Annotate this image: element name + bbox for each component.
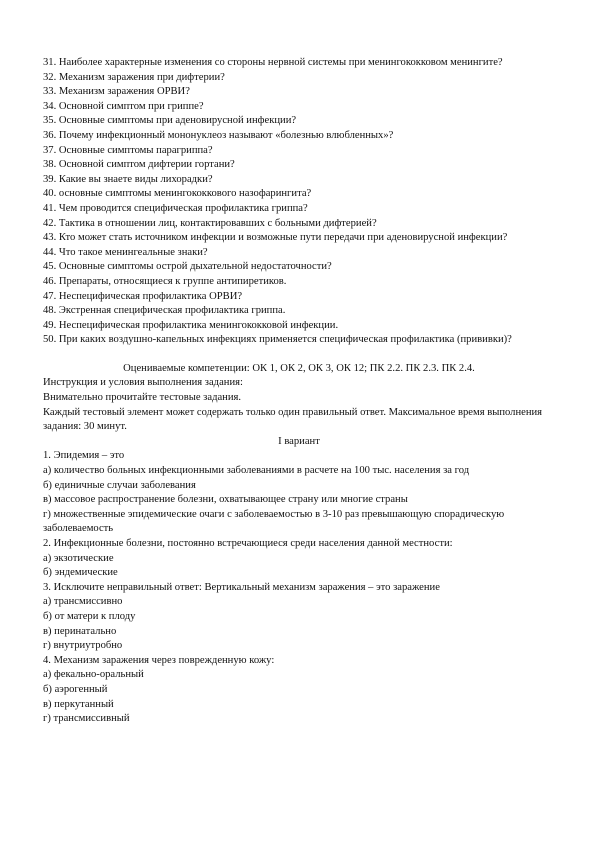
answer-option: г) трансмиссивный [43, 713, 130, 725]
answer-option: в) перкутанный [43, 698, 114, 710]
question-item: 37. Основные симптомы парагриппа? [43, 144, 213, 156]
question-item: 41. Чем проводится специфическая профилактика гриппа? [43, 202, 308, 214]
instructions-line: Каждый тестовый элемент может содержать только один правильный ответ. Максимальное время выполнения задания: 30 минут. [43, 406, 543, 433]
question-item: 38. Основной симптом дифтерии гортани? [43, 159, 235, 171]
question-item: 49. Неспецифическая профилактика менингококковой инфекции. [43, 319, 339, 331]
answer-option: а) трансмиссивно [43, 596, 123, 608]
answer-option: а) экзотические [43, 552, 114, 564]
question-item: 31. Наиболее характерные изменения со стороны нервной системы при менингококковом менингите? [43, 57, 503, 68]
test-item [43, 449, 555, 537]
instructions-line: Внимательно прочитайте тестовые задания. [43, 392, 242, 404]
question-item: 50. При каких воздушно-капельных инфекциях применяется специфическая профилактика (прививки)? [43, 334, 512, 346]
question-item: 33. Механизм заражения ОРВИ? [43, 86, 190, 98]
answer-option: а) фекально-оральный [43, 669, 144, 681]
test-question: 3. Исключите неправильный ответ: Вертикальный механизм заражения – это заражение [43, 581, 440, 593]
question-item: 44. Что такое менингеальные знаки? [43, 246, 208, 258]
instructions-heading: Инструкция и условия выполнения задания: [43, 377, 243, 389]
variant-heading: I вариант [278, 435, 320, 447]
answer-option: б) аэрогенный [43, 683, 108, 695]
question-item: 43. Кто может стать источником инфекции и возможные пути передачи при аденовирусной инфекции? [43, 232, 508, 244]
answer-option: б) эндемические [43, 567, 118, 579]
question-item: 47. Неспецифическая профилактика ОРВИ? [43, 290, 243, 302]
test-item [43, 537, 555, 581]
answer-option: г) внутриутробно [43, 640, 123, 652]
question-item: 34. Основной симптом при гриппе? [43, 100, 204, 112]
test-question: 1. Эпидемия – это [43, 450, 125, 462]
answer-option: в) перинатально [43, 625, 117, 637]
answer-option: б) от матери к плоду [43, 610, 136, 622]
answer-option: б) единичные случаи заболевания [43, 479, 196, 491]
question-item: 48. Экстренная специфическая профилактика гриппа. [43, 305, 286, 317]
answer-option: г) множественные эпидемические очаги с заболеваемостью в 3-10 раз превышающую спорадическую заболеваемость [43, 508, 505, 535]
question-item: 40. основные симптомы менингококкового назофарингита? [43, 188, 312, 200]
competencies-line: Оцениваемые компетенции: ОК 1, ОК 2, ОК 3, ОК 12; ПК 2.2. ПК 2.3. ПК 2.4. [123, 362, 475, 374]
question-item: 46. Препараты, относящиеся к группе антипиретиков. [43, 275, 287, 287]
answer-option: а) количество больных инфекционными заболеваниями в расчете на 100 тыс. населения за год [43, 465, 470, 477]
question-item: 45. Основные симптомы острой дыхательной недостаточности? [43, 261, 332, 273]
test-question: 2. Инфекционные болезни, постоянно встречающиеся среди населения данной местности: [43, 538, 453, 549]
question-list [43, 56, 555, 348]
test-item [43, 654, 555, 727]
question-item: 39. Какие вы знаете виды лихорадки? [43, 173, 213, 185]
question-item: 32. Механизм заражения при дифтерии? [43, 71, 225, 83]
test-item [43, 581, 555, 654]
question-item: 36. Почему инфекционный мононуклеоз называют «болезнью влюбленных»? [43, 129, 394, 141]
answer-option: в) массовое распространение болезни, охватывающее страну или многие страны [43, 494, 408, 506]
document-content [43, 56, 555, 727]
question-item: 42. Тактика в отношении лиц, контактировавших с больными дифтерией? [43, 217, 377, 229]
question-item: 35. Основные симптомы при аденовирусной инфекции? [43, 115, 297, 127]
test-question: 4. Механизм заражения через поврежденную кожу: [43, 654, 275, 666]
